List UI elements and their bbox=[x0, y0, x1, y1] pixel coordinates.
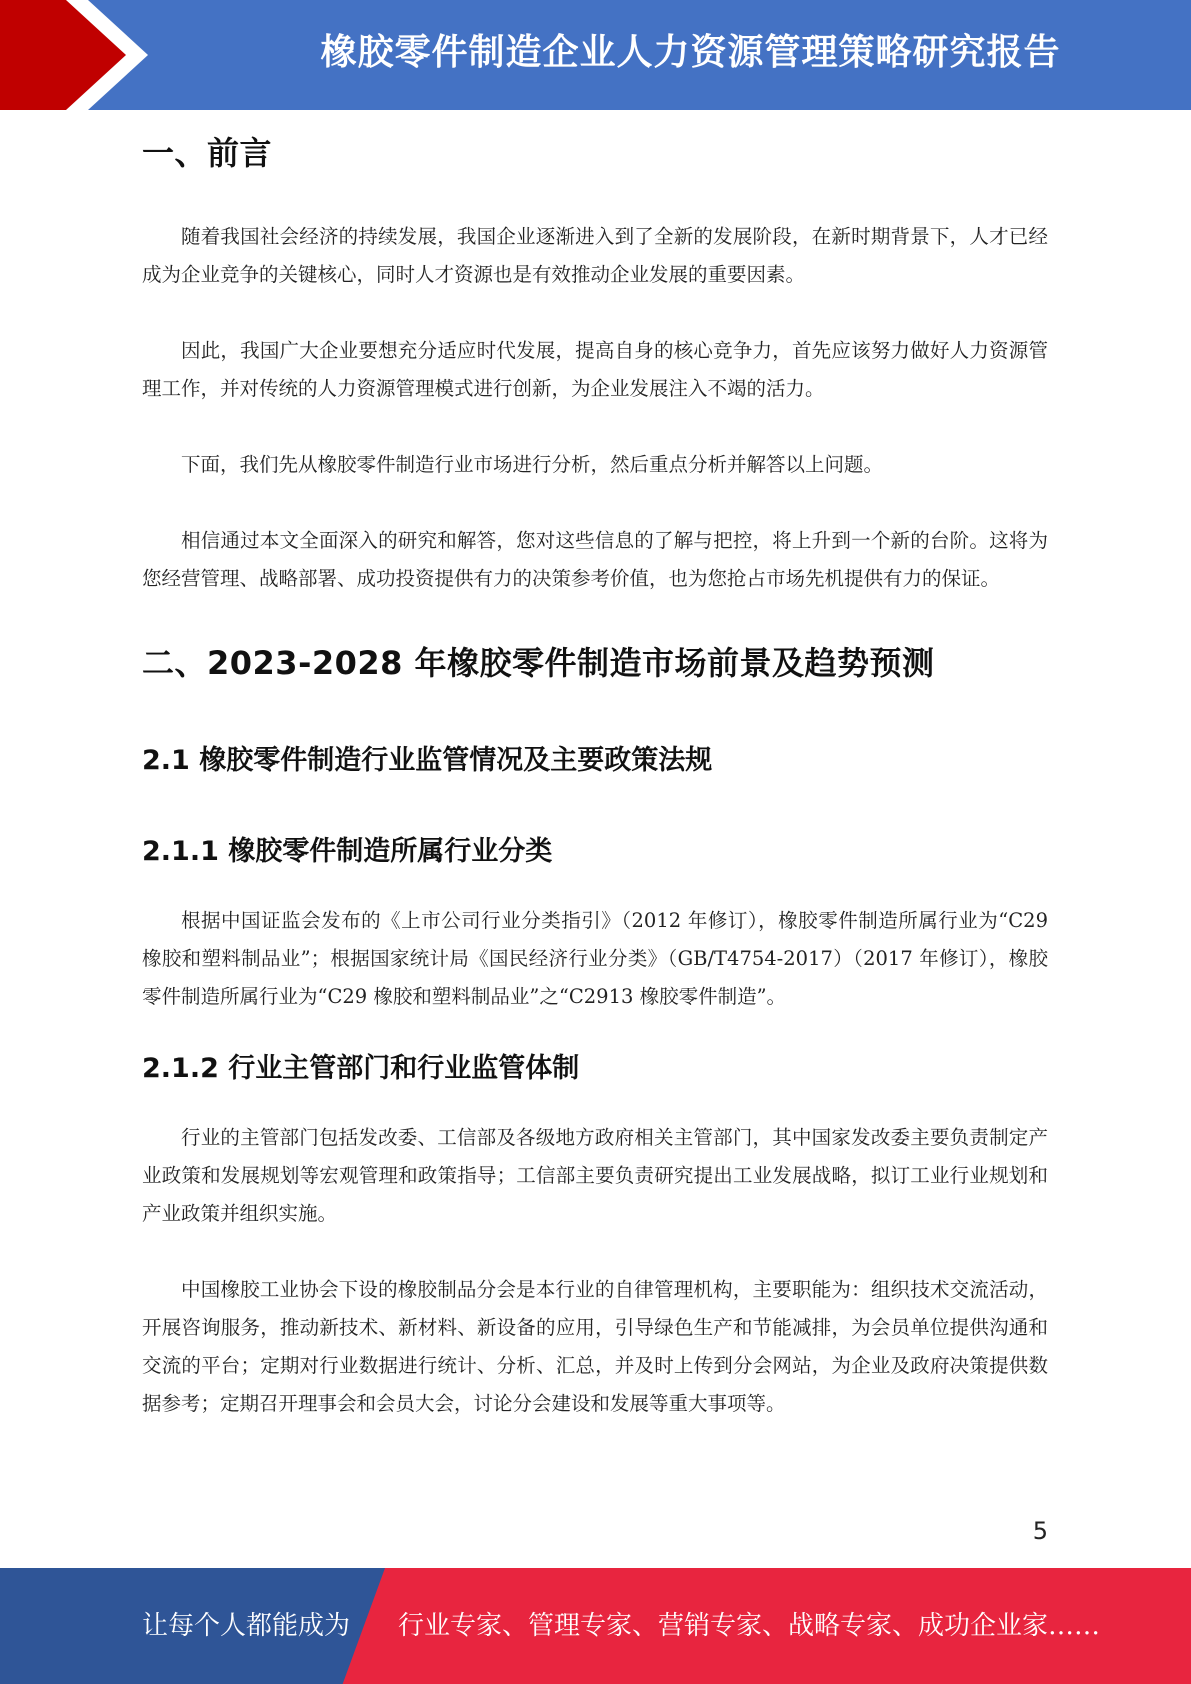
footer-slogan-right: 行业专家、管理专家、营销专家、战略专家、成功企业家…… bbox=[398, 1611, 1101, 1641]
footer-banner bbox=[0, 1568, 1191, 1684]
paragraph: 行业的主管部门包括发改委、工信部及各级地方政府相关主管部门，其中国家发改委主要负责制定产业政策和发展规划等宏观管理和政策指导；工信部主要负责研究提出工业发展战略，拟订工业行业规划和产业政策并组织实施。 bbox=[142, 1126, 1048, 1225]
section-heading-preface: 一、前言 bbox=[142, 134, 273, 172]
chevron-arrow-icon bbox=[0, 0, 160, 110]
paragraph: 因此，我国广大企业要想充分适应时代发展，提高自身的核心竞争力，首先应该努力做好人力资源管理工作，并对传统的人力资源管理模式进行创新，为企业发展注入不竭的活力。 bbox=[142, 339, 1048, 400]
paragraph: 中国橡胶工业协会下设的橡胶制品分会是本行业的自律管理机构，主要职能为：组织技术交流活动，开展咨询服务，推动新技术、新材料、新设备的应用，引导绿色生产和节能减排，为会员单位提供沟通和交流的平台；定期对行业数据进行统计、分析、汇总，并及时上传到分会网站，为企业及政府决策提供数据参考；定期召开理事会和会员大会，讨论分会建设和发展等重大事项等。 bbox=[142, 1278, 1048, 1415]
report-title: 橡胶零件制造企业人力资源管理策略研究报告 bbox=[320, 32, 1061, 73]
paragraph: 根据中国证监会发布的《上市公司行业分类指引》（2012 年修订），橡胶零件制造所属行业为“C29 橡胶和塑料制品业”；根据国家统计局《国民经济行业分类》（GB/T4754-2017）（2017 年修订），橡胶零件制造所属行业为“C29 橡胶和塑料制品业”之“C2913 橡胶零件制造”。 bbox=[142, 909, 1048, 1008]
paragraph: 随着我国社会经济的持续发展，我国企业逐渐进入到了全新的发展阶段，在新时期背景下，人才已经成为企业竞争的关键核心，同时人才资源也是有效推动企业发展的重要因素。 bbox=[142, 225, 1048, 286]
section-heading-forecast: 二、2023-2028 年橡胶零件制造市场前景及趋势预测 bbox=[142, 644, 935, 682]
subsection-heading-2-1-2: 2.1.2 行业主管部门和行业监管体制 bbox=[142, 1053, 580, 1084]
main-content bbox=[142, 128, 1048, 1423]
subsection-heading-2-1-1: 2.1.1 橡胶零件制造所属行业分类 bbox=[142, 836, 553, 867]
footer-slogan-left: 让每个人都能成为 bbox=[142, 1611, 351, 1641]
header-banner bbox=[0, 0, 1191, 110]
paragraph: 相信通过本文全面深入的研究和解答，您对这些信息的了解与把控，将上升到一个新的台阶。这将为您经营管理、战略部署、成功投资提供有力的决策参考价值，也为您抢占市场先机提供有力的保证。 bbox=[142, 529, 1048, 590]
subsection-heading-2-1: 2.1 橡胶零件制造行业监管情况及主要政策法规 bbox=[142, 745, 713, 776]
paragraph: 下面，我们先从橡胶零件制造行业市场进行分析，然后重点分析并解答以上问题。 bbox=[181, 453, 884, 476]
page-number: 5 bbox=[1032, 1517, 1048, 1545]
